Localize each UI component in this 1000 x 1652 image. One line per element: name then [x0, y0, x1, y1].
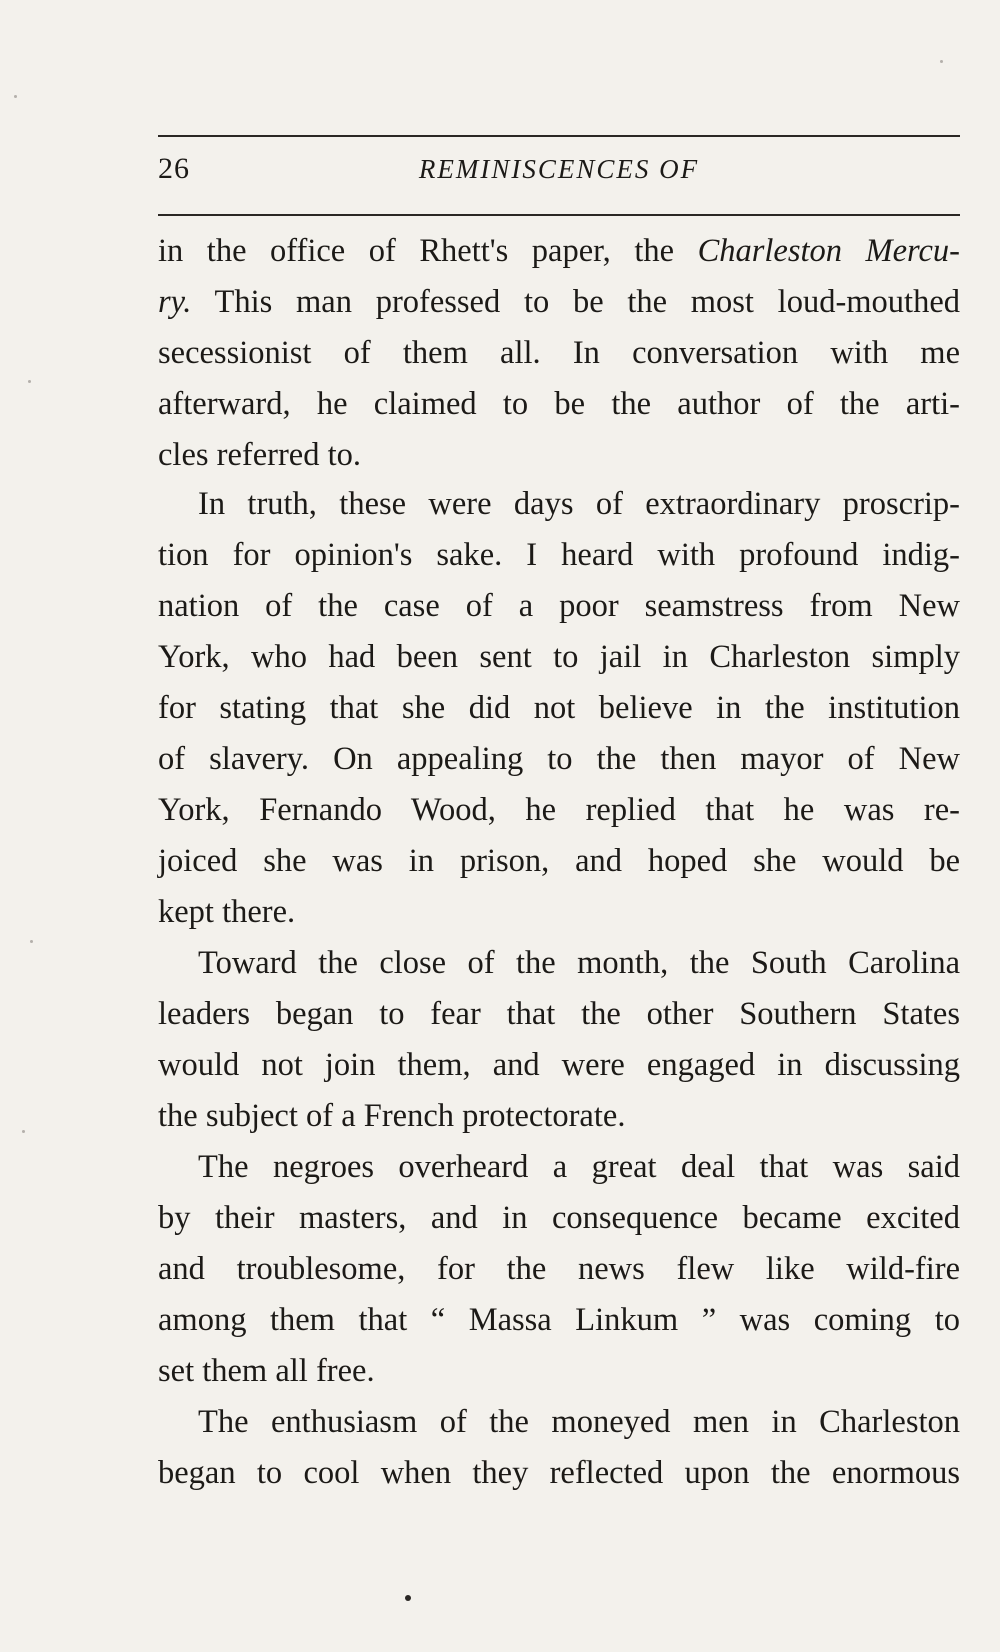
paper-speck [22, 1130, 25, 1133]
header-bottom-rule [158, 214, 960, 216]
paragraph-5 [158, 1397, 960, 1499]
paper-speck [28, 380, 31, 383]
text-line: Toward the close of the month, the South Carolina [198, 945, 960, 981]
paragraph-2 [158, 479, 960, 938]
running-title: REMINISCENCES OF [418, 154, 700, 184]
page-dot-mark [405, 1595, 411, 1601]
paragraph-3 [158, 938, 960, 1142]
text-line: set them all free. [158, 1353, 375, 1389]
text-line: In truth, these were days of extraordinary proscrip- [198, 486, 960, 522]
text-line [158, 226, 960, 277]
header-top-rule [158, 135, 960, 137]
italic-title: Charleston Mercu- [697, 233, 960, 269]
paragraph-4 [158, 1142, 960, 1397]
text-line: York, Fernando Wood, he replied that he was re- [158, 792, 960, 828]
text-line: began to cool when they reflected upon the enormous [158, 1455, 960, 1491]
paper-speck [30, 940, 33, 943]
text-line: joiced she was in prison, and hoped she would be [158, 843, 960, 879]
italic-title: ry. [158, 284, 192, 320]
text-line: tion for opinion's sake. I heard with profound indig- [158, 537, 960, 573]
paragraph-1 [158, 226, 960, 481]
text-line: The enthusiasm of the moneyed men in Charleston [198, 1404, 960, 1440]
text-line: kept there. [158, 894, 296, 930]
text-fragment: in the office of Rhett's paper, the [158, 233, 698, 269]
body-text [158, 226, 960, 1499]
text-line: York, who had been sent to jail in Charleston simply [158, 639, 960, 675]
text-line: secessionist of them all. In conversation with me [158, 335, 960, 371]
text-line: cles referred to. [158, 437, 361, 473]
text-line: for stating that she did not believe in the institution [158, 690, 960, 726]
text-line [158, 277, 960, 328]
text-line: of slavery. On appealing to the then mayor of New [158, 741, 960, 777]
running-header [158, 148, 960, 204]
text-line: afterward, he claimed to be the author of the arti- [158, 386, 960, 422]
page-number: 26 [158, 152, 190, 185]
text-line: leaders began to fear that the other Southern States [158, 996, 960, 1032]
text-line: the subject of a French protectorate. [158, 1098, 626, 1134]
paper-speck [940, 60, 943, 63]
text-line: among them that “ Massa Linkum ” was coming to [158, 1302, 960, 1338]
text-line: by their masters, and in consequence became excited [158, 1200, 960, 1236]
text-line: would not join them, and were engaged in discussing [158, 1047, 960, 1083]
text-line: The negroes overheard a great deal that was said [198, 1149, 960, 1185]
text-line: nation of the case of a poor seamstress from New [158, 588, 960, 624]
text-line: and troublesome, for the news flew like wild-fire [158, 1251, 960, 1287]
text-fragment: This man professed to be the most loud-mouthed [191, 284, 960, 320]
paper-speck [14, 95, 17, 98]
